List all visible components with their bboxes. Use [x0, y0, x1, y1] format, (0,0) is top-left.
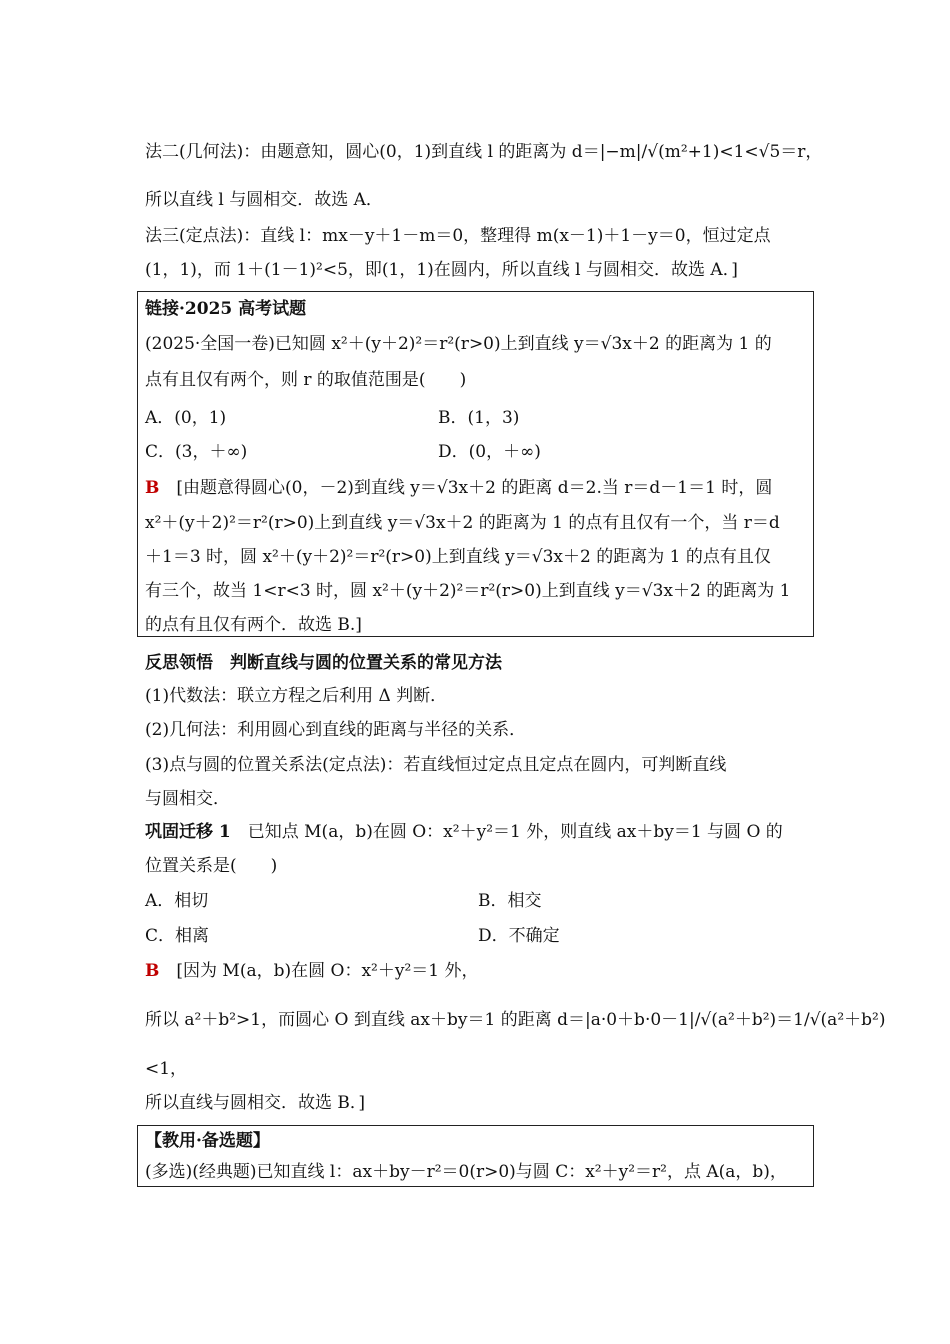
link-answer-line5: 的点有且仅有两个．故选 B.]: [145, 615, 362, 635]
link-option-b: B．(1，3): [438, 408, 520, 428]
link-option-c: C．(3，＋∞): [145, 442, 248, 462]
link-option-a: A．(0，1): [145, 408, 227, 428]
practice-label: 巩固迁移 1: [145, 822, 231, 842]
practice-answer-text1: [因为 M(a，b)在圆 O：x²＋y²＝1 外，: [176, 961, 479, 981]
method3-line2: (1，1)，而 1＋(1－1)²<5，即(1，1)在圆内，所以直线 l 与圆相交．故选 A．]: [145, 260, 738, 280]
practice-answer-letter: B: [145, 961, 160, 981]
method3-line1: 法三(定点法)：直线 l：mx－y＋1－m＝0，整理得 m(x－1)＋1－y＝0，恒过定点: [145, 226, 771, 246]
practice-question-line1: [145, 820, 783, 844]
link-option-d: D．(0，＋∞): [438, 442, 541, 462]
link-answer-line4: 有三个，故当 1<r<3 时，圆 x²＋(y＋2)²＝r²(r>0)上到直线 y＝√3x＋2 的距离为 1: [145, 581, 791, 601]
link-answer-line1: [145, 476, 772, 500]
practice-answer-line3: <1，: [145, 1059, 188, 1079]
practice-option-a: A．相切: [145, 891, 209, 911]
reflection-item3-line2: 与圆相交．: [145, 789, 230, 809]
practice-option-d: D．不确定: [478, 926, 560, 946]
link-answer-letter: B: [145, 478, 160, 498]
practice-question-text1: 已知点 M(a，b)在圆 O：x²＋y²＝1 外，则直线 ax＋by＝1 与圆 O 的: [230, 822, 783, 842]
practice-answer-line2: 所以 a²＋b²>1，而圆心 O 到直线 ax＋by＝1 的距离 d＝|a·0＋b·0－1|/√(a²＋b²)＝1/√(a²＋b²): [145, 1010, 886, 1030]
practice-question-line2: 位置关系是( ): [145, 856, 278, 876]
practice-option-b: B．相交: [478, 891, 542, 911]
reflection-item1: (1)代数法：联立方程之后利用 Δ 判断．: [145, 686, 448, 706]
reflection-title: 反思领悟 判断直线与圆的位置关系的常见方法: [145, 653, 502, 673]
reflection-item2: (2)几何法：利用圆心到直线的距离与半径的关系．: [145, 720, 527, 740]
link-answer-text1: [由题意得圆心(0，－2)到直线 y＝√3x＋2 的距离 d＝2.当 r＝d－1＝1 时，圆: [176, 478, 773, 498]
link-answer-line2: x²＋(y＋2)²＝r²(r>0)上到直线 y＝√3x＋2 的距离为 1 的点有且仅有一个，当 r＝d: [145, 513, 780, 533]
teaching-question-line1: (多选)(经典题)已知直线 l：ax＋by－r²＝0(r>0)与圆 C：x²＋y²＝r²，点 A(a，b)，: [145, 1162, 787, 1182]
practice-answer-line1: [145, 959, 478, 983]
link-box-title: 链接·2025 高考试题: [145, 299, 307, 319]
practice-answer-line4: 所以直线与圆相交．故选 B．]: [145, 1093, 366, 1113]
link-answer-line3: ＋1＝3 时，圆 x²＋(y＋2)²＝r²(r>0)上到直线 y＝√3x＋2 的距离为 1 的点有且仅: [145, 547, 771, 567]
reflection-item3-line1: (3)点与圆的位置关系法(定点法)：若直线恒过定点且定点在圆内，可判断直线: [145, 755, 727, 775]
method2-line2: 所以直线 l 与圆相交．故选 A．: [145, 190, 383, 210]
practice-option-c: C．相离: [145, 926, 210, 946]
link-question-line2: 点有且仅有两个，则 r 的取值范围是( ): [145, 370, 467, 390]
method2-line1: 法二(几何法)：由题意知，圆心(0，1)到直线 l 的距离为 d＝|−m|/√(m²+1)<1<√5＝r，: [145, 142, 823, 162]
link-question-line1: (2025·全国一卷)已知圆 x²＋(y＋2)²＝r²(r>0)上到直线 y＝√3x＋2 的距离为 1 的: [145, 334, 772, 354]
teaching-box-title: 【教用·备选题】: [145, 1131, 270, 1151]
